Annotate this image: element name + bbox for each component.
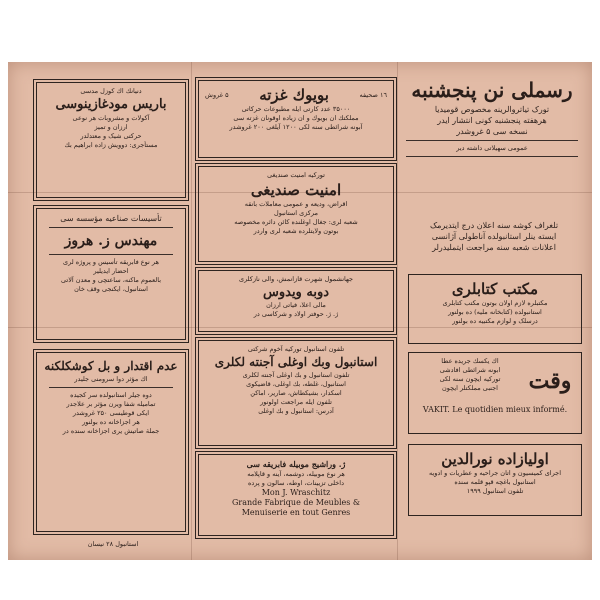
ad-line: ارزان و تمیز bbox=[94, 123, 128, 131]
ad-title: عدم اقتدار و بل کوشکلکنه bbox=[44, 359, 178, 373]
ad-line: حرکتی شیک و معتدلدر bbox=[80, 132, 142, 140]
ad-line: مملکتك ان بویوك و ان زیاده اوقونان غزته سی bbox=[233, 114, 359, 122]
ad-line: اجرای کمیسیون و اتان جراحیه و عطریات و ادویه bbox=[428, 469, 562, 477]
ad-line: ابونه شرائطی افادشی bbox=[439, 366, 501, 374]
ad-line: بوتون ولایتلرده شعبه لری واردر bbox=[253, 227, 339, 235]
ad-line: هر اجزاخانه ده بولنور bbox=[82, 418, 140, 426]
ad-line: اك مؤثر دوا سرومنی جلیدر bbox=[74, 375, 148, 383]
ad-line: آبونه شرائطی سنه لکی ۱۲۰۰ آیلغی ۲۰۰ غروشدر bbox=[229, 123, 363, 131]
notice-line: اعلانات شعبه سنه مراجعت ایتملیدرلر bbox=[432, 243, 556, 252]
ad-title: ژ. وراشیج موبیله فابریقه سی bbox=[246, 459, 346, 469]
ad-line: جملة صاتیش یری اجزاخانه سنده در bbox=[62, 427, 160, 435]
ad-iktidar-ilaci bbox=[36, 352, 186, 532]
ad-duba bbox=[198, 270, 394, 332]
ad-line: احضار ایدیلیر bbox=[93, 267, 129, 275]
ad-line: دوه جیلر استانبولده سر کجیده bbox=[70, 391, 152, 399]
ad-line: اك یکسك جریده عطا bbox=[441, 357, 499, 365]
ad-wraschitz bbox=[198, 454, 394, 536]
notice-line: ایسته ینلر استانبولده آناطولی آژانسی bbox=[431, 232, 557, 241]
masthead-line: هرهفته پنجشنبه کونی انتشار ایدر bbox=[437, 116, 547, 125]
ad-line: هر نوع موبیله، دوشمه، آینه و قاپلامه bbox=[247, 470, 345, 478]
ad-line: استانبول، غلطه، بك اوغلی، قاضیکوی bbox=[246, 380, 346, 388]
ad-line: ۳۵۰۰۰ عدد کارتی ایله مطبوعات حرکاتی bbox=[241, 105, 351, 113]
ad-paris-mode-gazino bbox=[36, 82, 186, 198]
ad-line: مرکزی استانبول bbox=[274, 209, 318, 217]
footer-imprint: استانبول ۲۸ نیسان bbox=[87, 540, 139, 548]
masthead-line: عمومی سهیلاتی داشته دیر bbox=[456, 144, 528, 152]
ad-line: تمامیله شفا ویرن مؤثر بر علاجدر bbox=[66, 400, 156, 408]
ad-line: تلفون استانبول و بك اوغلی آجنته لکلری bbox=[242, 371, 350, 379]
ad-line: بالعموم ماکنه، ساعتچی و معدن آلاتی bbox=[60, 276, 162, 284]
ad-latin-line: Grande Fabrique de Meubles & bbox=[231, 498, 361, 507]
ad-emniyet-sandigi bbox=[198, 166, 394, 262]
ad-line: تأسیسات صناعیه مؤسسه سی bbox=[60, 214, 162, 223]
ad-line: مستأجری: دوویش زاده ابراهیم بك bbox=[64, 141, 158, 149]
masthead-title: رسملی نن پنجشنبه bbox=[411, 78, 573, 102]
masthead-line: نسخه سی ۵ غروشدر bbox=[456, 127, 528, 136]
ad-line: شعبه لری: جغال اوغلنده کائن دائره مخصوصه bbox=[234, 218, 358, 226]
ad-line: درسلک و لوازم مکتبیه ده بولنور bbox=[452, 317, 538, 325]
ad-line: ژ. ژ. حوفتر اولاد و شرکاسی در bbox=[253, 310, 339, 318]
ad-muhendis-horoz bbox=[36, 208, 186, 340]
ad-maktab-kitablari bbox=[408, 274, 582, 344]
ad-title: امنیت صندیغی bbox=[250, 181, 342, 199]
ad-title: دوبه ویدوس bbox=[262, 285, 330, 300]
ad-title: وقت bbox=[528, 368, 572, 394]
newspaper-sheet bbox=[8, 62, 592, 560]
ad-line: تورکیه امنیت صندیغی bbox=[267, 171, 325, 179]
ad-line: اقراض، ودیعه و عمومی معاملات بانقه bbox=[244, 200, 348, 208]
ad-title: مکتب کتابلری bbox=[451, 280, 539, 298]
notice-line: تلغراف کوشه سنه اعلان درج ایتدیرمک bbox=[429, 221, 559, 230]
ad-line: تورکیه ایچون سنه لکی bbox=[439, 375, 501, 383]
notice-block bbox=[404, 220, 584, 264]
ad-line: تلفون استانبول توركیه آخوم شركتی bbox=[247, 345, 345, 353]
ad-line: مکتبلره لازم اولان بوتون مکتب کتابلری bbox=[442, 299, 548, 307]
ad-line: آدرس: استانبول و بك اوغلی bbox=[258, 407, 334, 415]
ad-line: تلفون ایله مراجعت اولونور bbox=[260, 398, 332, 406]
ad-line: ایکی قوطیسی ۲۵۰ غروشدر bbox=[72, 409, 150, 417]
masthead-line: تورک تیاتروالرینه مخصوص قومیدیا bbox=[434, 105, 550, 114]
ad-vakit bbox=[408, 352, 582, 434]
ad-line: اسکدار، بشیکطاش، صاریر، اماکن bbox=[250, 389, 342, 397]
ad-line: جهانشمول شهرت قازانمش، والی نازکلری bbox=[238, 275, 354, 283]
ad-title: باریس مودغازینوسی bbox=[55, 97, 167, 112]
ad-line: اجنبی مملکتلر ایچون bbox=[442, 384, 498, 392]
ad-latin-line: Mon J. Wraschitz bbox=[261, 488, 331, 497]
ad-line: هر نوع فابریقه تأسیس و پروژه لری bbox=[63, 258, 159, 266]
ad-evliyazade bbox=[408, 444, 582, 516]
ad-title: مهندس ز. هروز bbox=[64, 233, 158, 249]
ad-title: استانبول وبك اوغلی آجنته لکلری bbox=[214, 355, 378, 369]
ad-page-count: ۱٦ صحیفه bbox=[359, 90, 387, 99]
ad-line: تلفون استانبول ۱۹۹۹ bbox=[466, 487, 524, 495]
ad-price: ۵ غروش bbox=[205, 90, 229, 99]
ad-line: استانبول باغچه قپو قلمه سنده bbox=[454, 478, 536, 486]
ad-line: داخلی تزیینات، اوطه، سالون و پرده bbox=[247, 479, 345, 487]
ad-title: بویوك غزته bbox=[259, 86, 329, 104]
ad-latin-line: VAKIT. Le quotidien mieux informé. bbox=[422, 405, 568, 414]
ad-buyuk-gazete bbox=[198, 80, 394, 158]
ad-line: استانبولده (کتابخانه ملیه) ده بولنور bbox=[448, 308, 542, 316]
ad-line: مالی اعلا، فیاتی ارزان bbox=[266, 301, 326, 309]
ad-line: استانبول، ایکنجی وقف خان bbox=[74, 285, 148, 293]
ad-title: اولیازاده نورالدین bbox=[441, 450, 549, 468]
ad-latin-line: Menuiserie en tout Genres bbox=[241, 508, 351, 517]
ad-line: دنیانك اك كوزل مدسی bbox=[80, 87, 142, 95]
ad-istanbul-ajanslari bbox=[198, 340, 394, 446]
masthead bbox=[400, 76, 584, 212]
ad-line: آكولات و مشروبات هر نوعی bbox=[72, 114, 150, 122]
